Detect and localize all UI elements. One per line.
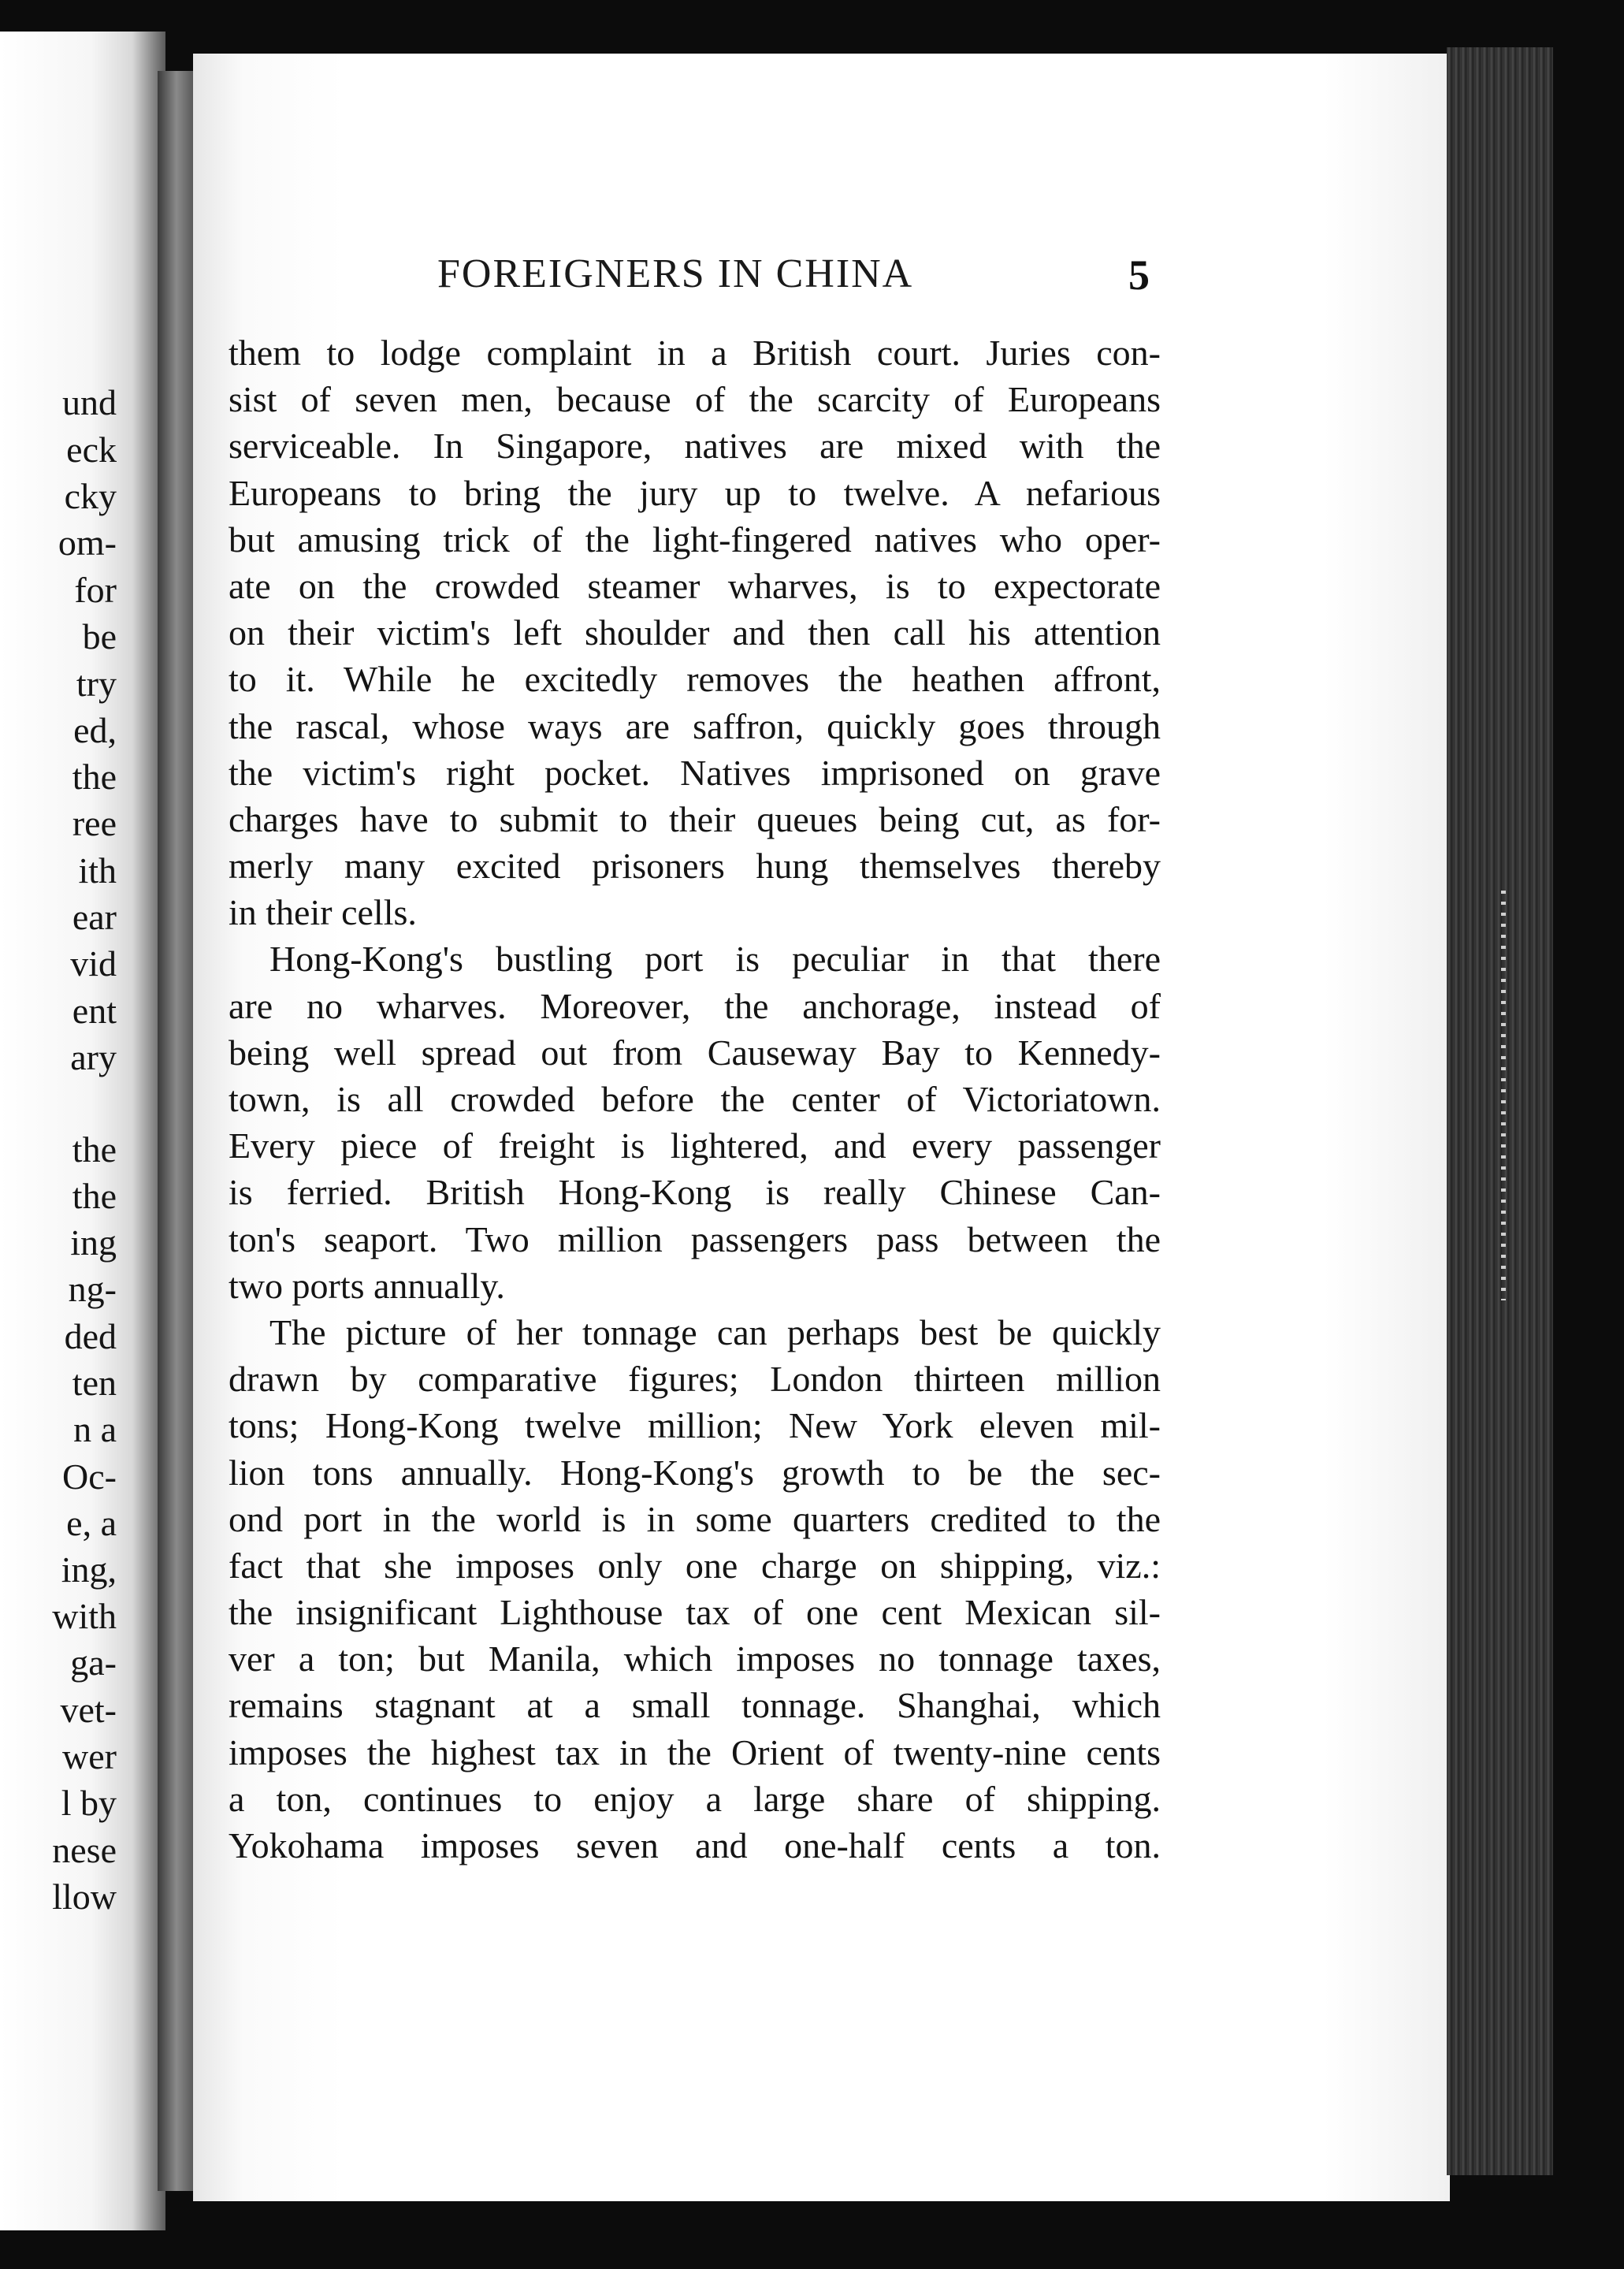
- left-page-fragment: ng-: [68, 1269, 117, 1309]
- text-line: sist of seven men, because of the scarcity of Europeans: [229, 379, 1161, 420]
- text-line: remains stagnant at a small tonnage. Shanghai, which: [229, 1685, 1161, 1726]
- left-page-fragment: l by: [61, 1783, 117, 1823]
- text-line: serviceable. In Singapore, natives are mixed with the: [229, 426, 1161, 467]
- text-line: merly many excited prisoners hung themselves thereby: [229, 846, 1161, 887]
- text-line: ver a ton; but Manila, which imposes no tonnage taxes,: [229, 1639, 1161, 1679]
- left-page-fragment: ent: [72, 991, 117, 1031]
- text-line: a ton, continues to enjoy a large share of shipping.: [229, 1778, 1161, 1819]
- left-page-fragment: ing: [70, 1222, 117, 1263]
- left-page-fragment: for: [74, 570, 117, 610]
- text-line: two ports annually.: [229, 1265, 505, 1306]
- left-page-fragment: Oc-: [62, 1456, 117, 1497]
- left-page-fragment: wer: [62, 1736, 117, 1776]
- text-line: are no wharves. Moreover, the anchorage, instead of: [229, 985, 1161, 1026]
- left-page-fragment: llow: [52, 1877, 117, 1917]
- running-head: FOREIGNERS IN CHINA: [437, 251, 914, 296]
- text-line: imposes the highest tax in the Orient of twenty-nine cents: [229, 1732, 1161, 1772]
- left-page-fragment: the: [72, 757, 117, 797]
- left-page-fragment: nese: [52, 1830, 117, 1870]
- text-line: ate on the crowded steamer wharves, is to expectorate: [229, 565, 1161, 606]
- text-line: the victim's right pocket. Natives imprisoned on grave: [229, 752, 1161, 793]
- left-page-fragment: ded: [64, 1316, 117, 1356]
- body-text: [229, 329, 1161, 1869]
- left-page-fragment: om-: [58, 523, 117, 563]
- page-number: 5: [1128, 251, 1150, 299]
- text-line: charges have to submit to their queues being cut, as for-: [229, 798, 1161, 839]
- left-page-fragment: cky: [64, 476, 117, 516]
- text-line: Hong-Kong's bustling port is peculiar in that there: [269, 939, 1161, 980]
- text-line: drawn by comparative figures; London thirteen million: [229, 1359, 1161, 1400]
- text-line: them to lodge complaint in a British court. Juries con-: [229, 333, 1161, 373]
- left-page-fragment: vid: [70, 943, 117, 984]
- text-line: tons; Hong-Kong twelve million; New York eleven mil-: [229, 1405, 1161, 1446]
- text-line: being well spread out from Causeway Bay to Kennedy-: [229, 1032, 1161, 1073]
- left-page-fragment: ith: [78, 850, 117, 891]
- text-line: The picture of her tonnage can perhaps best be quickly: [269, 1311, 1161, 1352]
- left-page-fragment: be: [82, 616, 117, 657]
- left-page-fragment: ing,: [61, 1549, 117, 1590]
- left-page: [0, 32, 165, 2230]
- text-line: Europeans to bring the jury up to twelve. A nefarious: [229, 472, 1161, 513]
- text-line: ond port in the world is in some quarters credited to the: [229, 1498, 1161, 1539]
- text-line: is ferried. British Hong-Kong is really Chinese Can-: [229, 1172, 1161, 1213]
- text-line: but amusing trick of the light-fingered natives who oper-: [229, 519, 1161, 560]
- left-page-fragment: vet-: [60, 1690, 117, 1730]
- text-line: town, is all crowded before the center of Victoriatown.: [229, 1079, 1161, 1119]
- left-page-fragment: the: [72, 1129, 117, 1170]
- left-page-fragment: ten: [72, 1363, 117, 1403]
- left-page-fragment: ary: [70, 1037, 117, 1077]
- left-page-fragment: try: [76, 664, 117, 704]
- book-page-edge: [1447, 47, 1553, 2175]
- left-page-fragment: ear: [72, 897, 117, 937]
- left-page-fragment: n a: [73, 1409, 117, 1449]
- left-page-fragment: eck: [66, 430, 117, 470]
- text-line: ton's seaport. Two million passengers pass between the: [229, 1218, 1161, 1259]
- text-line: to it. While he excitedly removes the heathen affront,: [229, 659, 1161, 700]
- text-line: Yokohama imposes seven and one-half cents a ton.: [229, 1825, 1161, 1865]
- text-line: the insignificant Lighthouse tax of one cent Mexican sil-: [229, 1592, 1161, 1633]
- text-line: Every piece of freight is lightered, and every passenger: [229, 1125, 1161, 1166]
- page-edge-marks: [1501, 891, 1506, 1300]
- text-line: lion tons annually. Hong-Kong's growth to be the sec-: [229, 1452, 1161, 1493]
- left-page-fragment: the: [72, 1176, 117, 1216]
- text-line: the rascal, whose ways are saffron, quickly goes through: [229, 705, 1161, 746]
- left-page-fragment: ga-: [70, 1642, 117, 1683]
- left-page-fragment: ed,: [73, 710, 117, 750]
- left-page-fragment: with: [52, 1596, 117, 1636]
- left-page-fragment: und: [62, 382, 117, 422]
- left-page-fragment: e, a: [66, 1503, 117, 1543]
- text-line: fact that she imposes only one charge on shipping, viz.:: [229, 1545, 1161, 1586]
- text-line: in their cells.: [229, 892, 417, 933]
- text-line: on their victim's left shoulder and then call his attention: [229, 612, 1161, 653]
- left-page-fragment: ree: [72, 803, 117, 843]
